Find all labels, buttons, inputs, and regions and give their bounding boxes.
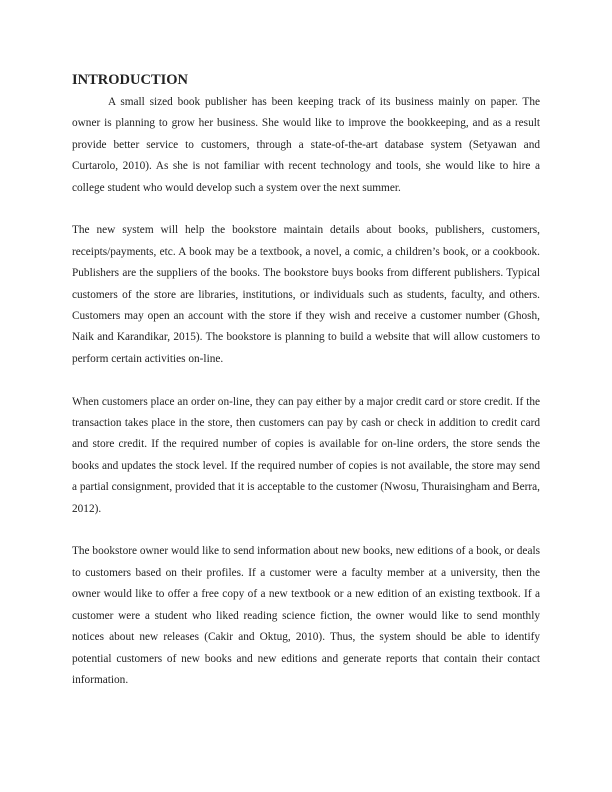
document-body [72,71,540,691]
paragraph-1: A small sized book publisher has been keeping track of its business mainly on paper. The owner is planning to grow her business. She would like to improve the bookkeeping, and as a result provide better service to customers, through a state-of-the-art database system (Setyawan and Curtarolo, 2010). As she is not familiar with recent technology and tools, she would like to hire a college student who would develop such a system over the next summer. [72,96,540,194]
paragraph-4: The bookstore owner would like to send information about new books, new editions of a book, or deals to customers based on their profiles. If a customer were a faculty member at a university, then the owner would like to offer a free copy of a new textbook or a new edition of an existing textbook. If a customer were a student who liked reading science fiction, the owner would like to send monthly notices about new releases (Cakir and Oktug, 2010). Thus, the system should be able to identify potential customers of new books and new editions and generate reports that contain their contact information. [72,545,540,686]
paragraph-2: The new system will help the bookstore maintain details about books, publishers, customers, receipts/payments, etc. A book may be a textbook, a novel, a comic, a children’s book, or a cookbook. Publishers are the suppliers of the books. The bookstore buys books from different publishers. Typical customers of the store are libraries, institutions, or individuals such as students, faculty, and others. Customers may open an account with the store if they wish and receive a customer number (Ghosh, Naik and Karandikar, 2015). The bookstore is planning to build a website that will allow customers to perform certain activities on-line. [72,224,540,365]
paragraph-3: When customers place an order on-line, they can pay either by a major credit card or store credit. If the transaction takes place in the store, then customers can pay by cash or check in addition to credit card and store credit. If the required number of copies is available for on-line orders, the store sends the books and updates the stock level. If the required number of copies is not available, the store may send a partial consignment, provided that it is acceptable to the customer (Nwosu, Thuraisingham and Berra, 2012). [72,395,540,515]
section-heading: INTRODUCTION [72,72,189,88]
